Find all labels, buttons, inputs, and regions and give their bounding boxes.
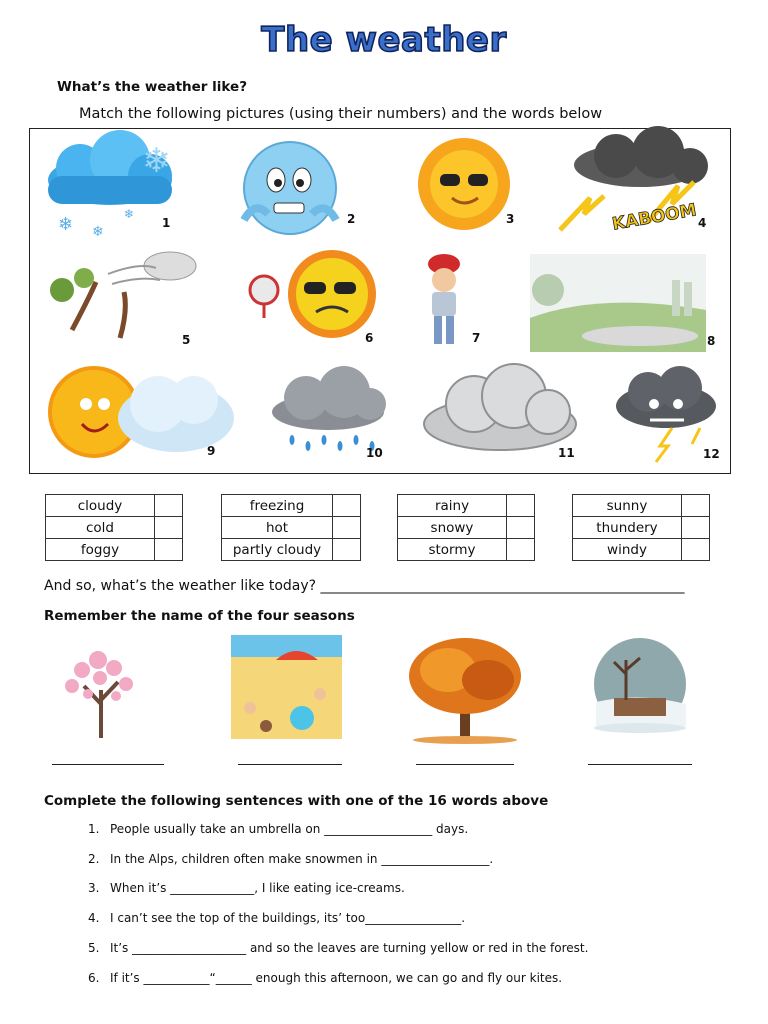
- word-cell: stormy: [398, 539, 507, 561]
- word-cell: partly cloudy: [222, 539, 333, 561]
- autumn-tree-picture: [409, 638, 521, 744]
- foggy-landscape-picture: [530, 254, 706, 352]
- rain-cloud-picture: [272, 366, 386, 451]
- sentence-item[interactable]: [88, 881, 405, 895]
- sentence-text: If it’s ___________“______ enough this afternoon, we can go and fly our kites.: [110, 971, 563, 985]
- windy-trees-picture: [50, 252, 196, 338]
- word-cell: thundery: [573, 517, 682, 539]
- word-cell: freezing: [222, 495, 333, 517]
- answer-box[interactable]: [507, 495, 535, 517]
- winter-answer-line[interactable]: [588, 764, 692, 765]
- sentence-item[interactable]: [88, 941, 588, 955]
- word-cell: sunny: [573, 495, 682, 517]
- freezing-face-picture: [244, 142, 336, 234]
- answer-box[interactable]: [333, 539, 361, 561]
- seasons-heading: Remember the name of the four seasons: [44, 608, 355, 624]
- sentence-item[interactable]: [88, 911, 465, 925]
- season-pictures: [0, 630, 768, 750]
- sentence-number: 6.: [88, 971, 100, 985]
- picture-number: 4: [698, 216, 707, 230]
- sentence-number: 3.: [88, 881, 100, 895]
- weather-pictures: [0, 0, 768, 480]
- hot-sun-picture: [250, 254, 372, 334]
- answer-box[interactable]: [333, 495, 361, 517]
- thunder-cloud-picture: [560, 126, 708, 235]
- summer-beach-picture: [231, 635, 342, 739]
- snow-cloud-picture: [48, 130, 172, 240]
- sentence-text: It’s ___________________ and so the leaves are turning yellow or red in the forest.: [110, 941, 589, 955]
- section-heading-weather: What’s the weather like?: [57, 79, 248, 95]
- answer-box[interactable]: [507, 517, 535, 539]
- spring-tree-picture: [65, 651, 133, 738]
- word-cell: foggy: [46, 539, 155, 561]
- sentence-item[interactable]: [88, 852, 493, 866]
- sentence-number: 4.: [88, 911, 100, 925]
- sentence-item[interactable]: [88, 822, 468, 836]
- picture-number: 6: [365, 331, 374, 345]
- sentence-number: 5.: [88, 941, 100, 955]
- sentences-heading: Complete the following sentences with one of the 16 words above: [44, 793, 549, 809]
- sentence-text: People usually take an umbrella on __________________ days.: [110, 822, 469, 836]
- today-question[interactable]: And so, what’s the weather like today? ____________________________________________________: [44, 578, 685, 594]
- partly-cloudy-picture: [50, 368, 234, 456]
- picture-number: 1: [162, 216, 171, 230]
- answer-box[interactable]: [333, 517, 361, 539]
- answer-box[interactable]: [507, 539, 535, 561]
- winter-scene-picture: [594, 638, 686, 733]
- word-cell: hot: [222, 517, 333, 539]
- sentence-text: In the Alps, children often make snowmen in __________________.: [110, 852, 494, 866]
- word-table-2: [221, 494, 361, 561]
- svg-text:❄: ❄: [58, 214, 74, 235]
- word-cell: snowy: [398, 517, 507, 539]
- picture-number: 7: [472, 331, 481, 345]
- kaboom-text: KABOOM: [610, 200, 698, 235]
- cold-girl-picture: [428, 254, 460, 344]
- word-cell: windy: [573, 539, 682, 561]
- word-cell: cloudy: [46, 495, 155, 517]
- answer-box[interactable]: [682, 517, 710, 539]
- word-table-3: [397, 494, 535, 561]
- spring-answer-line[interactable]: [52, 764, 164, 765]
- sentence-text: I can’t see the top of the buildings, its’ too________________.: [110, 911, 466, 925]
- cloudy-picture: [424, 364, 576, 450]
- answer-box[interactable]: [155, 495, 183, 517]
- picture-number: 11: [558, 446, 575, 460]
- answer-box[interactable]: [155, 539, 183, 561]
- word-cell: rainy: [398, 495, 507, 517]
- word-table-1: [45, 494, 183, 561]
- sentence-item[interactable]: [88, 971, 562, 985]
- picture-number: 10: [366, 446, 383, 460]
- sun-sunglasses-picture: [418, 138, 510, 230]
- picture-number: 5: [182, 333, 191, 347]
- picture-number: 2: [347, 212, 356, 226]
- summer-answer-line[interactable]: [238, 764, 342, 765]
- answer-box[interactable]: [682, 539, 710, 561]
- svg-text:❄: ❄: [92, 224, 104, 240]
- sentence-number: 2.: [88, 852, 100, 866]
- word-table-4: [572, 494, 710, 561]
- picture-number: 12: [703, 447, 720, 461]
- match-instruction: Match the following pictures (using their numbers) and the words below: [79, 106, 603, 122]
- sentence-number: 1.: [88, 822, 100, 836]
- svg-text:❄: ❄: [124, 207, 135, 221]
- svg-text:❄: ❄: [142, 141, 171, 181]
- answer-box[interactable]: [155, 517, 183, 539]
- sentence-text: When it’s ______________, I like eating ice-creams.: [110, 881, 405, 895]
- storm-cloud-picture: [616, 366, 716, 462]
- picture-number: 8: [707, 334, 716, 348]
- picture-number: 9: [207, 444, 216, 458]
- page-title: The weather: [261, 20, 507, 60]
- autumn-answer-line[interactable]: [416, 764, 514, 765]
- answer-box[interactable]: [682, 495, 710, 517]
- word-cell: cold: [46, 517, 155, 539]
- picture-number: 3: [506, 212, 515, 226]
